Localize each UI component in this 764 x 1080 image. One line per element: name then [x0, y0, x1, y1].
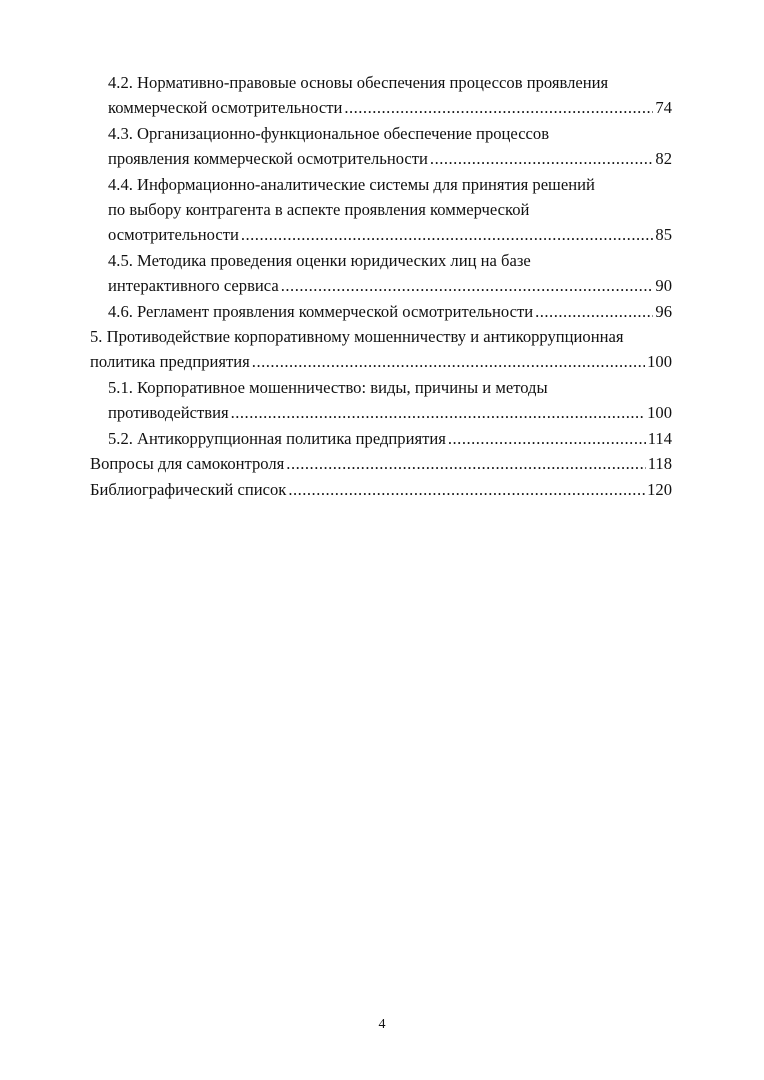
dot-leader: [231, 400, 646, 425]
toc-entry[interactable]: [90, 299, 672, 324]
toc-page-number: 82: [655, 149, 672, 169]
dot-leader: [535, 299, 653, 324]
toc-entry-text: Библиографический список: [90, 479, 287, 499]
toc-page-number: 74: [655, 98, 672, 118]
toc-entry[interactable]: [90, 426, 672, 451]
toc-entry-text: Вопросы для самоконтроля: [90, 454, 285, 474]
toc-entry-text: 4.5. Методика проведения оценки юридических лиц на базе: [108, 250, 531, 270]
toc-page-number: 90: [655, 276, 672, 296]
toc-page-number: 100: [647, 352, 672, 372]
dot-leader: [344, 95, 653, 120]
toc-entry[interactable]: [90, 172, 672, 248]
toc-entry[interactable]: [90, 70, 672, 121]
toc-entry-text: 4.4. Информационно-аналитические системы для принятия решений: [108, 174, 595, 194]
toc-page-number: 85: [655, 225, 672, 245]
toc-entry-text: проявления коммерческой осмотрительности: [108, 149, 428, 169]
toc-page-number: 118: [647, 454, 672, 474]
toc-entry[interactable]: [90, 248, 672, 299]
toc-entry-text: 4.3. Организационно-функциональное обеспечение процессов: [108, 123, 550, 143]
dot-leader: [252, 349, 645, 374]
toc-page-number: 114: [647, 428, 672, 448]
toc-entry-text: коммерческой осмотрительности: [108, 98, 343, 118]
dot-leader: [281, 273, 654, 298]
toc-entry-text: 5. Противодействие корпоративному мошенничеству и антикоррупционная: [90, 327, 624, 347]
dot-leader: [448, 426, 646, 451]
toc-entry-text: 4.2. Нормативно-правовые основы обеспечения процессов проявления: [108, 73, 609, 92]
table-of-contents: [90, 70, 672, 502]
toc-entry[interactable]: [90, 375, 672, 426]
toc-entry-text: противодействия: [108, 403, 229, 423]
page-number: 4: [378, 1017, 386, 1032]
toc-page-number: 120: [647, 479, 672, 499]
dot-leader: [286, 451, 645, 476]
toc-entry[interactable]: [90, 451, 672, 476]
dot-leader: [288, 477, 645, 502]
toc-entry-text: 4.6. Регламент проявления коммерческой осмотрительности: [108, 301, 534, 321]
toc-page-number: 96: [655, 301, 672, 321]
toc-entry-text: 5.2. Антикоррупционная политика предприятия: [108, 428, 446, 448]
toc-entry-text: 5.1. Корпоративное мошенничество: виды, причины и методы: [108, 377, 548, 397]
toc-page-number: 100: [647, 403, 672, 423]
dot-leader: [430, 146, 653, 171]
toc-entry[interactable]: [90, 324, 672, 375]
toc-entry-text: по выбору контрагента в аспекте проявления коммерческой: [108, 200, 530, 220]
toc-entry-text: политика предприятия: [90, 352, 250, 372]
dot-leader: [241, 222, 654, 247]
toc-entry-text: интерактивного сервиса: [108, 276, 279, 296]
toc-entry[interactable]: [90, 477, 672, 502]
toc-entry[interactable]: [90, 121, 672, 172]
toc-entry-text: осмотрительности: [108, 225, 239, 245]
